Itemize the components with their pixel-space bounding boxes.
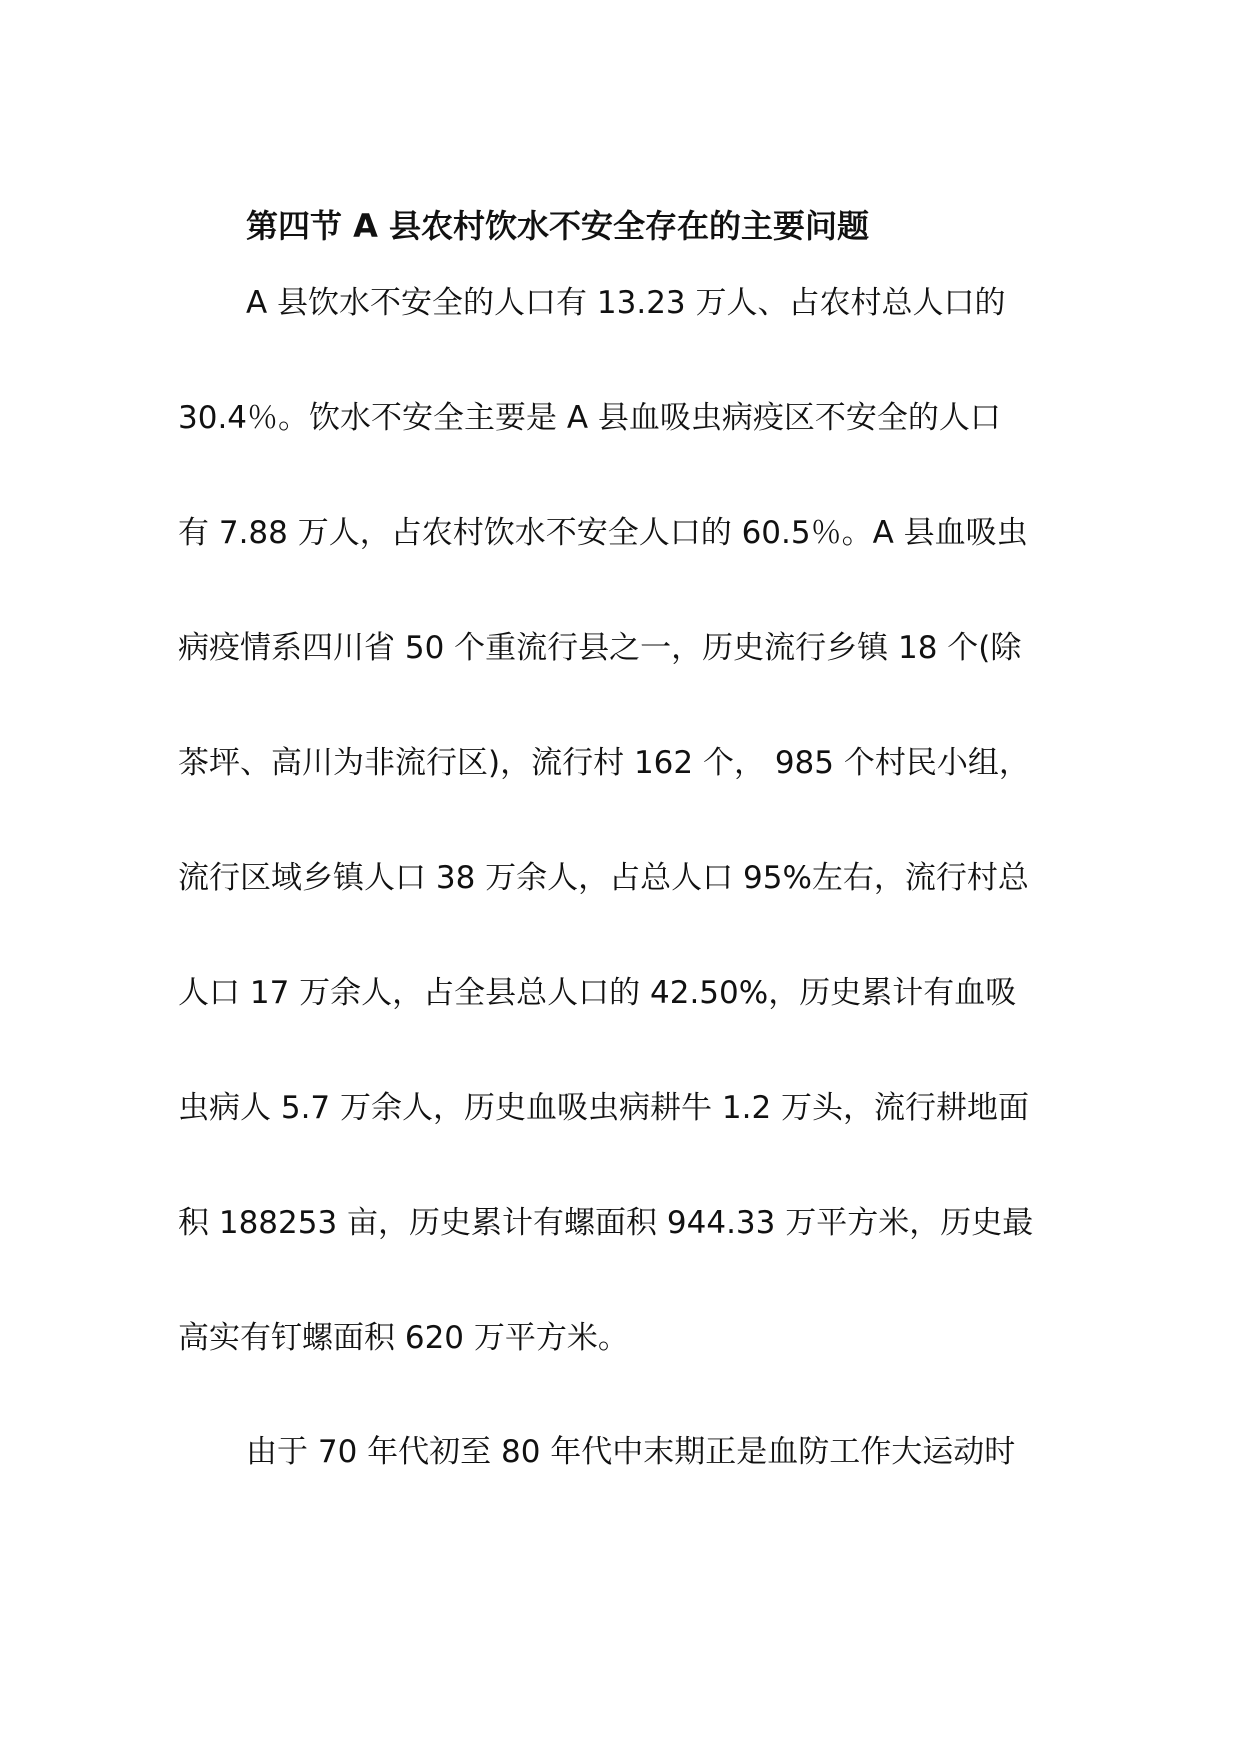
paragraph-line: 有 7.88 万人，占农村饮水不安全人口的 60.5％。A 县血吸虫	[178, 515, 1028, 551]
paragraph-line: 流行区域乡镇人口 38 万余人，占总人口 95%左右，流行村总	[178, 860, 1029, 896]
paragraph-line: 病疫情系四川省 50 个重流行县之一，历史流行乡镇 18 个(除	[178, 630, 1022, 666]
paragraph-line: 人口 17 万余人，占全县总人口的 42.50%，历史累计有血吸	[178, 975, 1017, 1011]
paragraph-line: 茶坪、高川为非流行区)，流行村 162 个， 985 个村民小组，	[178, 745, 1030, 781]
paragraph-line: 30.4％。饮水不安全主要是 A 县血吸虫病疫区不安全的人口	[178, 400, 1001, 436]
paragraph-line: 虫病人 5.7 万余人，历史血吸虫病耕牛 1.2 万头，流行耕地面	[178, 1090, 1030, 1126]
paragraph-line: A 县饮水不安全的人口有 13.23 万人、占农村总人口的	[246, 285, 1006, 321]
paragraph-line: 积 188253 亩，历史累计有螺面积 944.33 万平方米，历史最	[178, 1205, 1034, 1241]
paragraph-line: 高实有钉螺面积 620 万平方米。	[178, 1320, 629, 1356]
section-heading: 第四节 A 县农村饮水不安全存在的主要问题	[246, 207, 870, 245]
paragraph-line: 由于 70 年代初至 80 年代中末期正是血防工作大运动时	[246, 1434, 1016, 1470]
